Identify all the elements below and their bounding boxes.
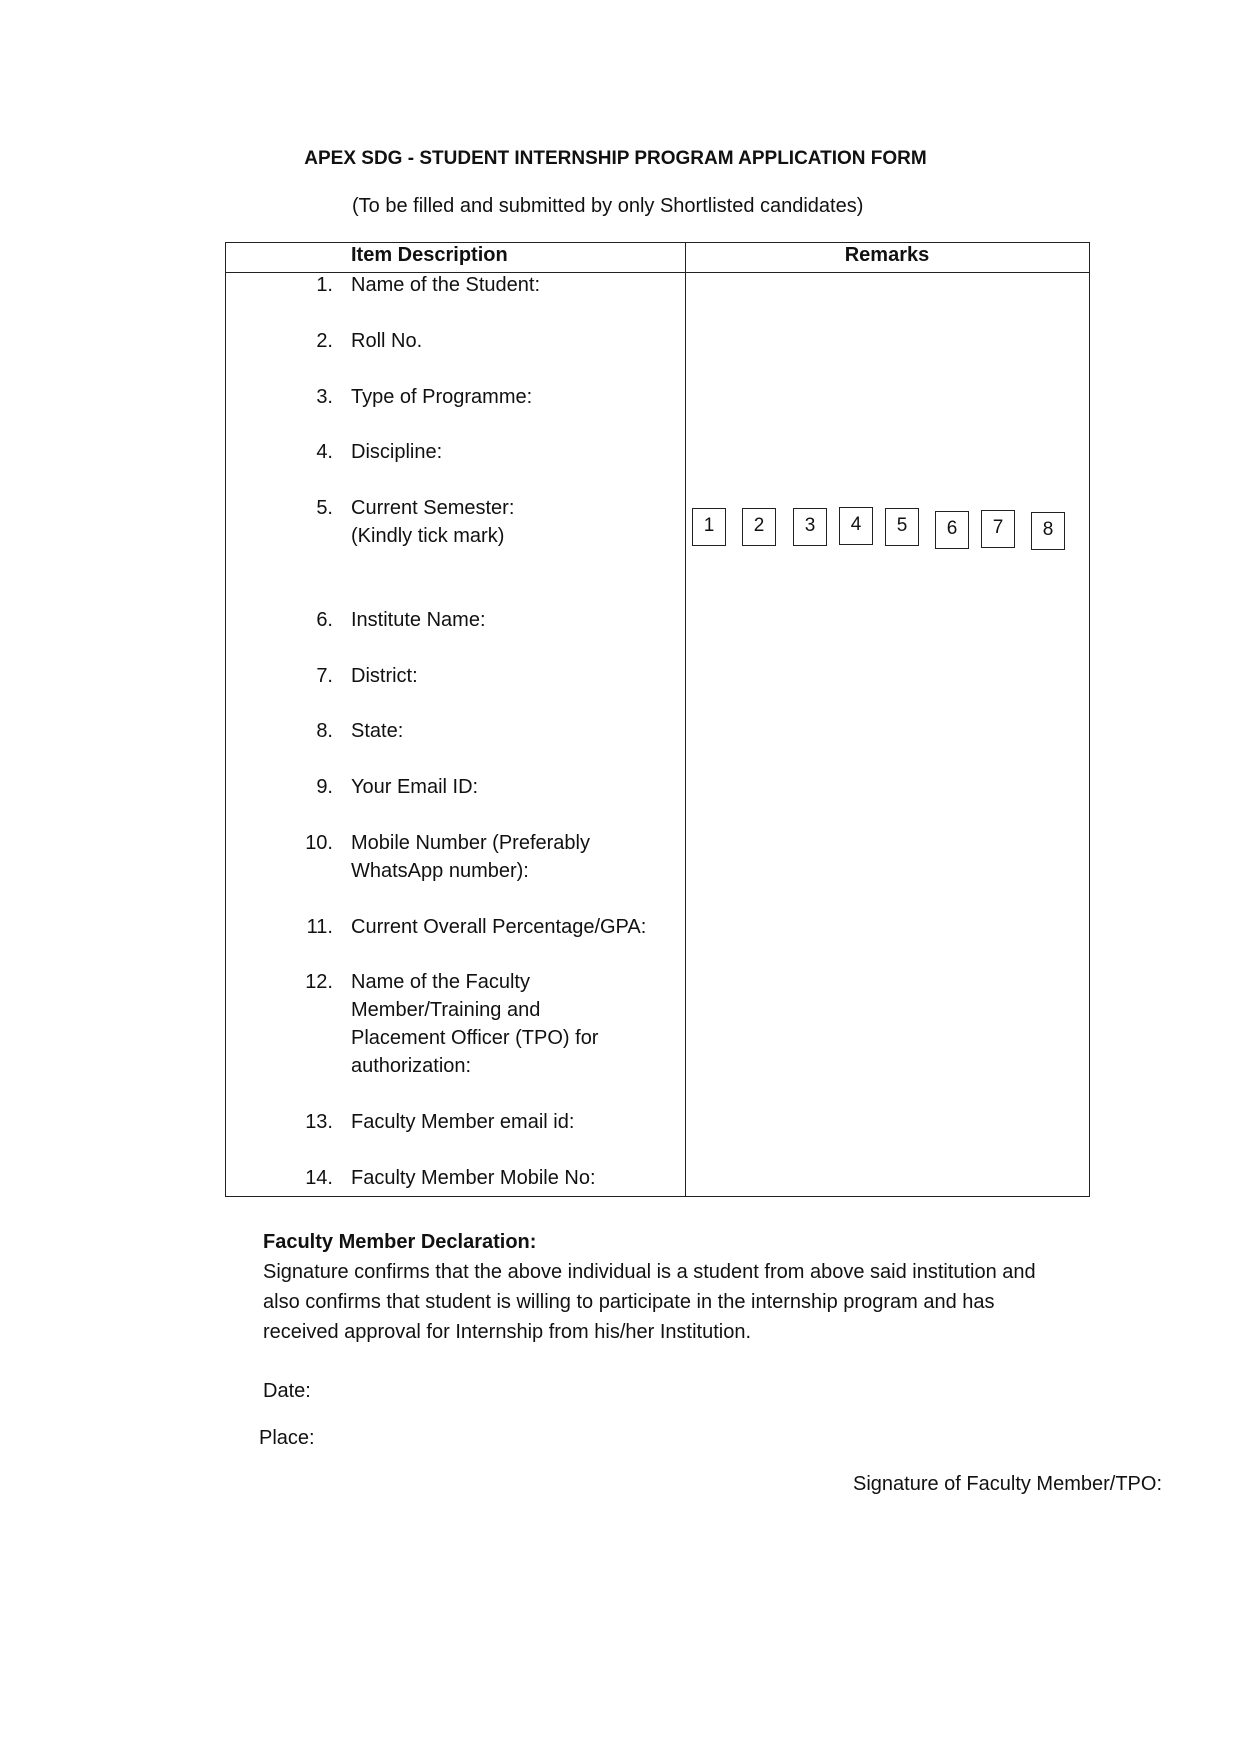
semester-box-7[interactable]: 7 <box>981 510 1015 548</box>
date-label: Date: <box>263 1380 311 1402</box>
form-title: APEX SDG - STUDENT INTERNSHIP PROGRAM APPLICATION FORM <box>304 148 927 169</box>
row-current-semester <box>226 494 685 550</box>
row-label: Mobile Number (Preferably WhatsApp number): <box>351 832 590 882</box>
row-number: 6. <box>316 609 333 631</box>
column-header-remarks: Remarks <box>844 244 930 266</box>
row-number: 10. <box>305 832 333 854</box>
row-label: State: <box>351 720 404 742</box>
row-label: Roll No. <box>351 330 423 352</box>
place-label: Place: <box>259 1427 315 1449</box>
row-label: Institute Name: <box>351 609 486 631</box>
form-subtitle: (To be filled and submitted by only Shortlisted candidates) <box>352 195 864 217</box>
row-number: 9. <box>316 776 333 798</box>
declaration-line: Signature confirms that the above individual is a student from above said institution and <box>263 1261 1036 1283</box>
semester-box-2[interactable]: 2 <box>742 508 776 546</box>
row-label: Faculty Member Mobile No: <box>351 1167 596 1189</box>
row-label: Current Semester: (Kindly tick mark) <box>351 497 515 547</box>
row-label: Name of the Faculty Member/Training and Placement Officer (TPO) for authorization: <box>351 971 599 1077</box>
row-number: 11. <box>306 916 333 938</box>
semester-box-4[interactable]: 4 <box>839 507 873 545</box>
row-number: 14. <box>305 1167 333 1189</box>
semester-box-8[interactable]: 8 <box>1031 512 1065 550</box>
column-header-item-description: Item Description <box>351 244 508 266</box>
signature-label: Signature of Faculty Member/TPO: <box>853 1473 1163 1495</box>
declaration-title: Faculty Member Declaration: <box>263 1231 537 1253</box>
row-label: Your Email ID: <box>351 776 479 798</box>
declaration-line: also confirms that student is willing to participate in the internship program and has <box>263 1291 995 1313</box>
semester-box-6[interactable]: 6 <box>935 511 969 549</box>
semester-box-5[interactable]: 5 <box>885 508 919 546</box>
row-label: Faculty Member email id: <box>351 1111 575 1133</box>
semester-box-1[interactable]: 1 <box>692 508 726 546</box>
column-divider <box>685 243 686 1196</box>
row-number: 4. <box>316 441 333 463</box>
row-label: Discipline: <box>351 441 443 463</box>
row-number: 7. <box>316 665 333 687</box>
row-number: 12. <box>305 971 333 993</box>
row-number: 13. <box>305 1111 333 1133</box>
row-mobile-number <box>226 829 685 885</box>
row-label: Current Overall Percentage/GPA: <box>351 916 647 938</box>
application-table <box>225 242 1090 1197</box>
row-number: 5. <box>316 497 333 519</box>
row-number: 3. <box>316 386 333 408</box>
row-number: 2. <box>316 330 333 352</box>
faculty-declaration <box>263 1227 1163 1347</box>
row-number: 1. <box>316 274 333 296</box>
row-label: Name of the Student: <box>351 274 541 296</box>
declaration-line: received approval for Internship from his/her Institution. <box>263 1321 752 1343</box>
row-label: Type of Programme: <box>351 386 533 408</box>
row-label: District: <box>351 665 418 687</box>
semester-box-3[interactable]: 3 <box>793 508 827 546</box>
row-faculty-name <box>226 968 685 1080</box>
row-number: 8. <box>316 720 333 742</box>
